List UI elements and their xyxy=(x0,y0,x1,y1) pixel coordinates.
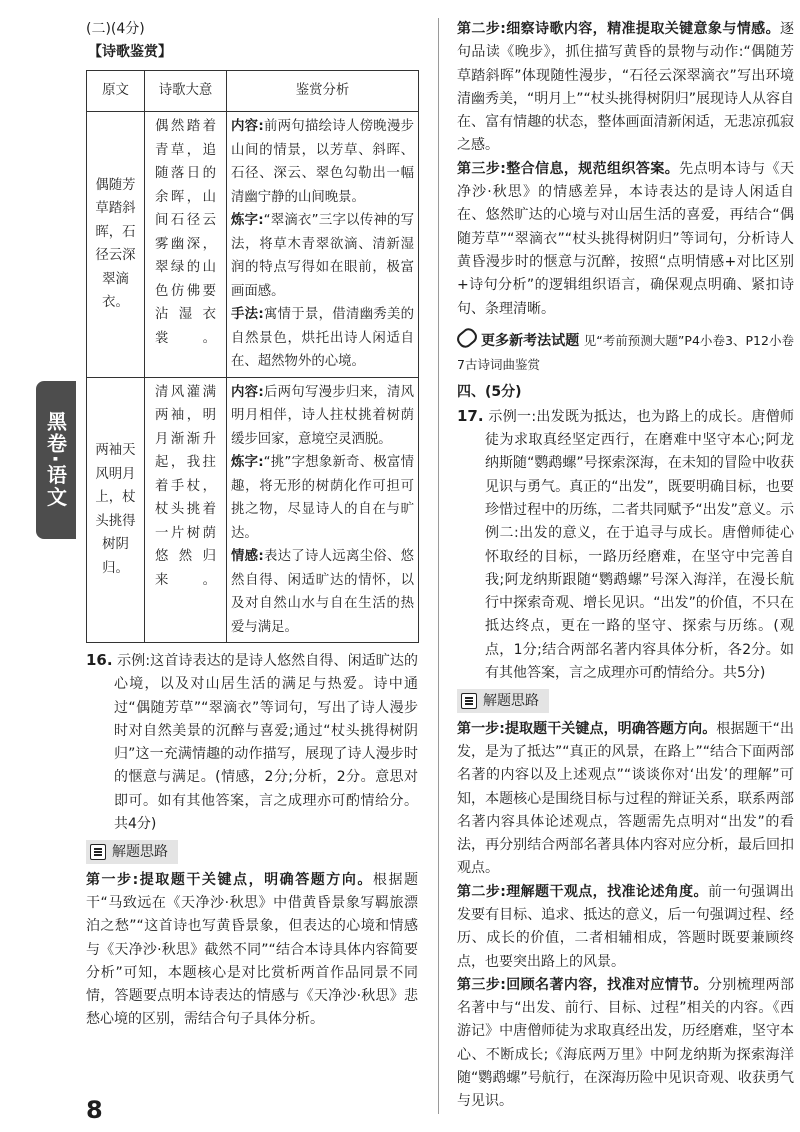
table-cell-meaning: 清风灌满两袖，明月渐渐升起，我拄着手杖，杖头挑着一片树荫悠然归来。 xyxy=(145,377,227,643)
analysis-tag: 炼字: xyxy=(231,213,264,228)
table-header: 诗歌大意 xyxy=(145,71,227,112)
analysis-tag: 情感: xyxy=(231,549,264,564)
table-header: 原文 xyxy=(87,71,145,112)
q17-step3 xyxy=(457,974,794,1114)
side-tab xyxy=(36,381,76,539)
more-questions-note xyxy=(457,329,794,378)
more-text: 见“考前预测大题”P4小卷3、P12小卷7古诗词曲鉴赏 xyxy=(457,332,794,373)
section-title: (二)(4分) xyxy=(86,21,145,37)
solution-badge xyxy=(457,689,549,713)
table-row xyxy=(87,112,419,378)
step-text: 根据题干“出发，是为了抵达”“真正的风景，在路上”“结合下面两部名著的内容以及上述观点”“谈谈你对‘出发’的理解”可知，本题核心是围绕目标与过程的辩证关系，联系两部名著内容具体论述观点，答题需先点明对“出发”的看法，再分别结合两部名著具体内容对应分析，最后回扣观点。 xyxy=(457,720,795,877)
analysis-tag: 炼字: xyxy=(231,455,264,470)
step-label: 第一步:提取题干关键点，明确答题方向。 xyxy=(86,871,373,888)
right-column xyxy=(457,18,794,1114)
table-cell-meaning: 偶然踏着青草，追随落日的余晖，山间石径云雾幽深，翠绿的山色仿佛要沾湿衣裳。 xyxy=(145,112,227,378)
analysis-text: 后两句写漫步归来，清风明月相伴，诗人拄杖挑着树荫缓步回家，意境空灵洒脱。 xyxy=(231,384,414,447)
step-label: 第一步:提取题干关键点，明确答题方向。 xyxy=(457,720,717,737)
question-17-answer xyxy=(457,405,794,686)
step-label: 第二步:细察诗歌内容，精准提取关键意象与情感。 xyxy=(457,21,780,37)
analysis-text: 寓情于景，借清幽秀美的自然景色，烘托出诗人闲适自在、超然物外的心境。 xyxy=(231,307,414,369)
table-cell-analysis xyxy=(227,377,419,643)
table-cell-original: 偶随芳草踏斜晖，石径云深翠滴衣。 xyxy=(87,112,145,378)
step-text: 根据题干“马致远在《天净沙·秋思》中借黄昏景象写羁旅漂泊之愁”“这首诗也写黄昏景象，但表达的心境和情感与《天净沙·秋思》截然不同”“结合本诗具体内容简要分析”可知，本题核心是对比赏析两首作品同景不同情，答题要点明本诗表达的情感与《天净沙·秋思》悲愁心境的区别，需结合句子具体分析。 xyxy=(86,871,418,1028)
solution-badge xyxy=(86,840,178,864)
table-cell-original: 两袖天风明月上，杖头挑得树阴归。 xyxy=(87,377,145,643)
analysis-tag: 内容: xyxy=(231,384,264,400)
step-text: 逐句品读《晚步》，抓住描写黄昏的景物与动作:“偶随芳草踏斜晖”体现随性漫步，“石径云深翠滴衣”写出环境清幽秀美，“明月上”“杖头挑得树阴归”展现诗人从容自在、富有情趣的状态，整体画面清新闲适，无悲凉孤寂之感。 xyxy=(457,21,795,154)
q17-step1 xyxy=(457,718,794,881)
table-header-row xyxy=(87,71,419,112)
analysis-tag: 内容: xyxy=(231,119,264,134)
step-label: 第二步:理解题干观点，找准论述角度。 xyxy=(457,883,708,900)
page-number: 8 xyxy=(86,1096,103,1124)
section4-title: 四、(5分) xyxy=(457,384,522,401)
step-text: 前一句强调出发要有目标、追求、抵达的意义，后一句强调过程、经历、成长的价值，二者相辅相成，答题时既要兼顾终点，也要突出路上的风景。 xyxy=(457,883,794,970)
question-number: 17. xyxy=(457,406,484,425)
badge-label: 解题思路 xyxy=(112,843,168,860)
table-row xyxy=(87,377,419,643)
side-tab-label: 黑卷·语文 xyxy=(43,411,68,509)
analysis-text: “翠滴衣”三字以传神的写法，将草木青翠欲滴、清新湿润的特点写得如在眼前，极富画面感。 xyxy=(231,213,415,299)
more-title: 更多新考法试题 xyxy=(481,332,580,349)
question-16-answer xyxy=(86,649,418,836)
badge-label: 解题思路 xyxy=(483,692,539,709)
column-divider xyxy=(438,18,439,1114)
answer-text: 示例一:出发既为抵达，也为路上的成长。唐僧师徒为求取真经坚定西行，在磨难中坚守本心;阿龙纳斯随“鹦鹉螺”号探索深海，在未知的冒险中收获见识与勇气。真正的“出发”，既要明确目标，也要珍惜过程中的历练，二者共同赋予“出发”意义。示例二:出发的意义，在于追寻与成长。唐僧师徒心怀取经的目标，一路历经磨难，在坚守中完善自我;阿龙纳斯跟随“鹦鹉螺”号深入海洋，在漫长航行中探索奇观、增长见识。“出发”的价值，不只在抵达终点，更在一路的坚守、探索与历练。(观点，1分;结合两部名著内容具体分析，各2分。如有其他答案，言之成理亦可酌情给分。共5分) xyxy=(485,408,794,682)
q16-step3 xyxy=(457,158,794,321)
poem-table xyxy=(86,70,419,643)
poem-appreciation-label: 【诗歌鉴赏】 xyxy=(88,44,172,60)
step-text: 先点明本诗与《天净沙·秋思》的情感差异，本诗表达的是诗人闲适自在、悠然旷达的心境与对山居生活的喜爱，再结合“偶随芳草”“翠滴衣”“杖头挑得树阴归”等词句，分析诗人黄昏漫步时的惬意与沉醉，按照“点明情感+对比区别+诗句分析”的逻辑组织语言，确保观点明确、紧扣诗句、条理清晰。 xyxy=(457,160,794,317)
notepad-icon xyxy=(90,844,106,860)
analysis-text: “挑”字想象新奇、极富情趣，将无形的树荫化作可担可挑之物，尽显诗人的自在与旷达。 xyxy=(231,455,415,541)
analysis-text: 表达了诗人远离尘俗、悠然自得、闲适旷达的情怀，以及对自然山水与自在生活的热爱与满足。 xyxy=(231,549,414,635)
step-text: 分别梳理两部名著中与“出发、前行、目标、过程”相关的内容。《西游记》中唐僧师徒为求取真经出发，历经磨难，坚守本心、不断成长;《海底两万里》中阿龙纳斯为探索海洋随“鹦鹉螺”号航行，在深海历险中见识奇观、收获勇气与见识。 xyxy=(457,976,794,1110)
step-label: 第三步:回顾名著内容，找准对应情节。 xyxy=(457,976,708,993)
table-cell-analysis xyxy=(227,112,419,378)
q17-step2 xyxy=(457,881,794,974)
question-number: 16. xyxy=(86,651,113,669)
link-icon xyxy=(454,325,480,350)
table-header: 鉴赏分析 xyxy=(227,71,419,112)
analysis-tag: 手法: xyxy=(231,307,264,322)
left-column xyxy=(86,18,418,1032)
step-label: 第三步:整合信息，规范组织答案。 xyxy=(457,160,680,177)
analysis-text: 前两句描绘诗人傍晚漫步山间的情景，以芳草、斜晖、石径、深云、翠色勾勒出一幅清幽宁静的山间晚景。 xyxy=(231,119,414,205)
q16-step2 xyxy=(457,18,794,158)
notepad-icon xyxy=(461,693,477,709)
answer-text: 示例:这首诗表达的是诗人悠然自得、闲适旷达的心境，以及对山居生活的满足与热爱。诗中通过“偶随芳草”“翠滴衣”等词句，写出了诗人漫步时对自然美景的沉醉与喜爱;通过“杖头挑得树阴归”这一充满情趣的动作描写，展现了诗人漫步时的惬意与满足。(情感，2分;分析，2分。意思对即可。如有其他答案，言之成理亦可酌情给分。共4分) xyxy=(114,653,419,833)
q16-step1 xyxy=(86,869,418,1032)
